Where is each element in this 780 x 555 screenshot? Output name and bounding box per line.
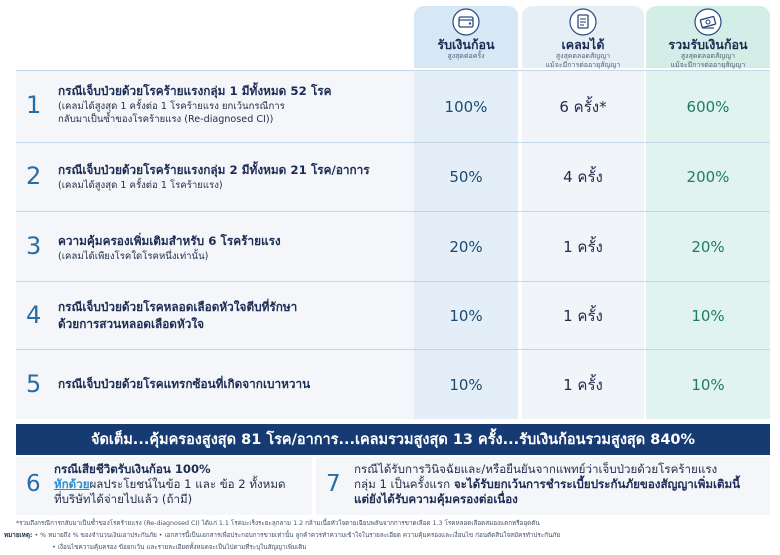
claims-value: 4 ครั้ง — [522, 143, 644, 211]
benefit-box-7 — [316, 457, 770, 515]
row-number: 2 — [26, 162, 42, 190]
row-number: 5 — [26, 370, 42, 398]
row-text-cell — [16, 212, 414, 281]
header-lump-sum-sub: สูงสุดต่อครั้ง — [447, 52, 485, 60]
header-claims-title: เคลมได้ — [561, 37, 605, 52]
deduct-link[interactable]: หักด้วย — [54, 477, 90, 491]
header-total-title: รวมรับเงินก้อน — [668, 37, 748, 52]
waiver-line2-plain: กลุ่ม 1 เป็นครั้งแรก — [354, 477, 454, 491]
footnote-note1: • % หมายถึง % ของจำนวนเงินเอาประกันภัย • เอกสารนี้เป็นเอกสารเพื่อประกอบการขายเท่านั้น ลูกค้าควรทำความเข้าใจในรายละเอียด ความคุ้มครองและเงื่อนไข ก่อนตัดสินใจสมัครทำประกันภัย — [34, 532, 561, 539]
row-title: กรณีเจ็บป่วยด้วยโรคแทรกซ้อนที่เกิดจากเบาหวาน — [58, 377, 311, 391]
benefit-row-4 — [16, 281, 770, 349]
row-title-line2: ด้วยการสวนหลอดเลือดหัวใจ — [58, 317, 205, 331]
footnote-star: *รวมถึงกรณีการกลับมาเป็นซ้ำของโรคร้ายแรง (Re-diagnosed CI) ได้แก่ 1.1 โรคมะเร็งระยะลุกลาม 1.2 กล้ามเนื้อหัวใจตายเฉียบพลันจากการขาดเลือด 1.3 โรคหลอดเลือดสมองแตกหรืออุดตัน — [16, 520, 540, 527]
header-claims-sub2: แม้จะมีการต่ออายุสัญญา — [545, 60, 621, 69]
header-total — [646, 6, 770, 68]
waiver-line1: กรณีได้รับการวินิจฉัยและ/หรือยืนยันจากแพทย์ว่าเจ็บป่วยด้วยโรคร้ายแรง — [354, 462, 718, 476]
lump-sum-value: 10% — [414, 282, 518, 349]
document-icon — [569, 8, 597, 36]
summary-banner: จัดเต็ม...คุ้มครองสูงสุด 81 โรค/อาการ...เคลมรวมสูงสุด 13 ครั้ง...รับเงินก้อนรวมสูงสุด 840% — [16, 424, 770, 455]
row-title: กรณีเจ็บป่วยด้วยโรคร้ายแรงกลุ่ม 2 มีทั้งหมด 21 โรค/อาการ — [58, 163, 370, 177]
waiver-line2-bold: จะได้รับยกเว้นการชำระเบี้ยประกันภัยของสัญญาเพิ่มเติมนี้ — [453, 477, 741, 491]
row-note-line1: (เคลมได้สูงสุด 1 ครั้งต่อ 1 โรคร้ายแรง) — [58, 180, 223, 191]
row-number: 4 — [26, 301, 42, 329]
header-claims — [522, 6, 644, 68]
row-title-line1: กรณีเจ็บป่วยด้วยโรคหลอดเลือดหัวใจตีบที่รักษา — [58, 300, 298, 314]
row-title: กรณีเจ็บป่วยด้วยโรคร้ายแรงกลุ่ม 1 มีทั้งหมด 52 โรค — [58, 84, 332, 98]
death-benefit-line2-rest: ผลประโยชน์ในข้อ 1 และ ข้อ 2 ทั้งหมด — [89, 477, 286, 491]
waiver-line3: แต่ยังได้รับความคุ้มครองต่อเนื่อง — [354, 492, 518, 506]
claims-value: 1 ครั้ง — [522, 282, 644, 349]
row-number: 1 — [26, 91, 42, 119]
death-benefit-line3: ที่บริษัทได้จ่ายไปแล้ว (ถ้ามี) — [54, 492, 193, 506]
benefit-box-6 — [16, 457, 312, 515]
row-text-cell — [16, 71, 414, 142]
total-value: 20% — [646, 212, 770, 281]
row-note-line1: (เคลมได้สูงสุด 1 ครั้งต่อ 1 โรคร้ายแรง ยกเว้นกรณีการ — [58, 101, 285, 112]
claims-value: 1 ครั้ง — [522, 212, 644, 281]
lump-sum-value: 50% — [414, 143, 518, 211]
header-total-sub2: แม้จะมีการต่ออายุสัญญา — [670, 60, 746, 69]
lump-sum-value: 100% — [414, 71, 518, 142]
death-benefit-title: กรณีเสียชีวิตรับเงินก้อน 100% — [54, 462, 211, 476]
footnote-note2: • เงื่อนไขความคุ้มครอง ข้อยกเว้น และรายละเอียดทั้งหมดจะเป็นไปตามที่ระบุในสัญญาเพิ่มเติม — [52, 544, 307, 551]
claims-value: 6 ครั้ง* — [522, 71, 644, 142]
death-benefit-line2 — [54, 477, 306, 492]
header-claims-sub1: สูงสุดตลอดสัญญา — [555, 52, 611, 60]
row-number: 3 — [26, 232, 42, 260]
box-text — [54, 462, 306, 507]
benefit-row-1 — [16, 70, 770, 142]
header-total-sub1: สูงสุดตลอดสัญญา — [680, 52, 736, 60]
claims-value: 1 ครั้ง — [522, 350, 644, 419]
wallet-icon — [452, 8, 480, 36]
header-lump-sum-title: รับเงินก้อน — [437, 37, 495, 52]
benefit-row-5 — [16, 349, 770, 419]
lump-sum-value: 20% — [414, 212, 518, 281]
box-number: 7 — [326, 471, 341, 497]
benefit-row-3 — [16, 211, 770, 281]
row-text-cell — [16, 350, 414, 419]
lump-sum-value: 10% — [414, 350, 518, 419]
total-value: 10% — [646, 350, 770, 419]
header-lump-sum — [414, 6, 518, 68]
total-value: 200% — [646, 143, 770, 211]
box-text — [354, 462, 764, 507]
row-text-cell — [16, 282, 414, 349]
row-note-line2: กลับมาเป็นซ้ำของโรคร้ายแรง (Re-diagnosed CI)) — [58, 114, 274, 125]
total-value: 10% — [646, 282, 770, 349]
row-title: ความคุ้มครองเพิ่มเติมสำหรับ 6 โรคร้ายแรง — [58, 234, 281, 248]
footnote-label: หมายเหตุ: — [4, 532, 33, 539]
box-number: 6 — [26, 471, 41, 497]
row-note-line1: (เคลมได้เพียงโรคใดโรคหนึ่งเท่านั้น) — [58, 251, 209, 262]
waiver-line2 — [354, 477, 764, 492]
benefit-row-2 — [16, 142, 770, 211]
total-value: 600% — [646, 71, 770, 142]
row-text-cell — [16, 143, 414, 211]
footnote-remark — [4, 530, 770, 540]
money-stack-icon — [694, 8, 722, 36]
